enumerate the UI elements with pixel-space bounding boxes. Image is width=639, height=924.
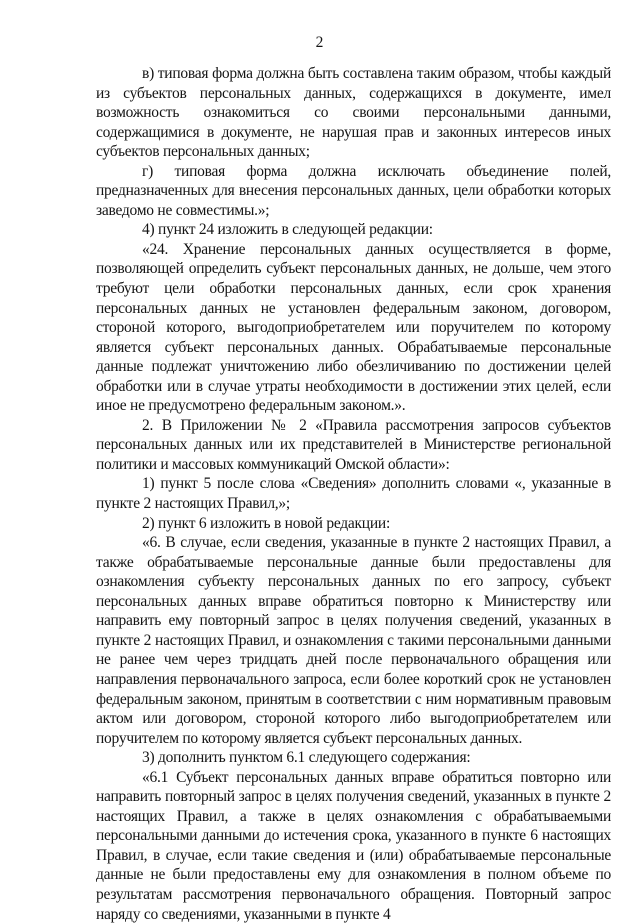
document-body xyxy=(96,64,611,924)
paragraph-appendix-2: 2. В Приложении № 2 «Правила рассмотрения запросов субъектов персональных данных или их представителей в Министерстве региональной политики и массовых коммуникаций Омской области»: xyxy=(96,416,611,473)
paragraph-amend-item-3: 3) дополнить пунктом 6.1 следующего содержания: xyxy=(142,749,471,767)
paragraph-clause-6: «6. В случае, если сведения, указанные в пункте 2 настоящих Правил, а также обрабатываемые персональные данные были предоставлены для ознакомления субъекту персональных данных по его запросу, субъект персональных данных вправе обратиться повторно к Министерству или направить ему повторный запрос в целях получения сведений, указанных в пункте 2 настоящих Правил, и ознакомления с такими персональными данными не ранее чем через тридцать дней после первоначального обращения или направления первоначального запроса, если более короткий срок не установлен федеральным законом, принятым в соответствии с ним нормативным правовым актом или договором, стороной которого либо выгодоприобретателем или поручителем по которому является субъект персональных данных. xyxy=(96,534,611,747)
paragraph-3g: г) типовая форма должна исключать объединение полей, предназначенных для внесения персональных данных, цели обработки которых заведомо не совместимы.»; xyxy=(96,162,611,219)
paragraph-clause-24: «24. Хранение персональных данных осуществляется в форме, позволяющей определить субъект персональных данных, не дольше, чем этого требуют цели обработки персональных данных, если срок хранения персональных данных не установлен федеральным законом, договором, стороной которого, выгодоприобретателем или поручителем по которому является субъект персональных данных. Обрабатываемые персональные данные подлежат уничтожению либо обезличиванию по достижении целей обработки или в случае утраты необходимости в достижении этих целей, если иное не предусмотрено федеральным законом.». xyxy=(96,240,611,415)
paragraph-amend-item-1: 1) пункт 5 после слова «Сведения» дополнить словами «, указанные в пункте 2 настоящих Правил,»; xyxy=(96,475,611,513)
paragraph-item-4: 4) пункт 24 изложить в следующей редакции: xyxy=(142,221,433,239)
paragraph-amend-item-2: 2) пункт 6 изложить в новой редакции: xyxy=(142,514,390,532)
paragraph-clause-6-1: «6.1 Субъект персональных данных вправе обратиться повторно или направить повторный запрос в целях получения сведений, указанных в пункте 2 настоящих Правил, а также в целях ознакомления с обрабатываемыми персональными данными до истечения срока, указанного в пункте 6 настоящих Правил, в случае, если такие сведения и (или) обрабатываемые персональные данные не были предоставлены ему для ознакомления в полном объеме по результатам рассмотрения первоначального обращения. Повторный запрос наряду со сведениями, указанными в пункте 4 xyxy=(96,768,611,923)
page-number: 2 xyxy=(315,34,324,51)
paragraph-3v: в) типовая форма должна быть составлена таким образом, чтобы каждый из субъектов персональных данных, содержащихся в документе, имел возможность ознакомиться со своими персональными данными, содержащимися в документе, не нарушая прав и законных интересов иных субъектов персональных данных; xyxy=(96,65,611,161)
